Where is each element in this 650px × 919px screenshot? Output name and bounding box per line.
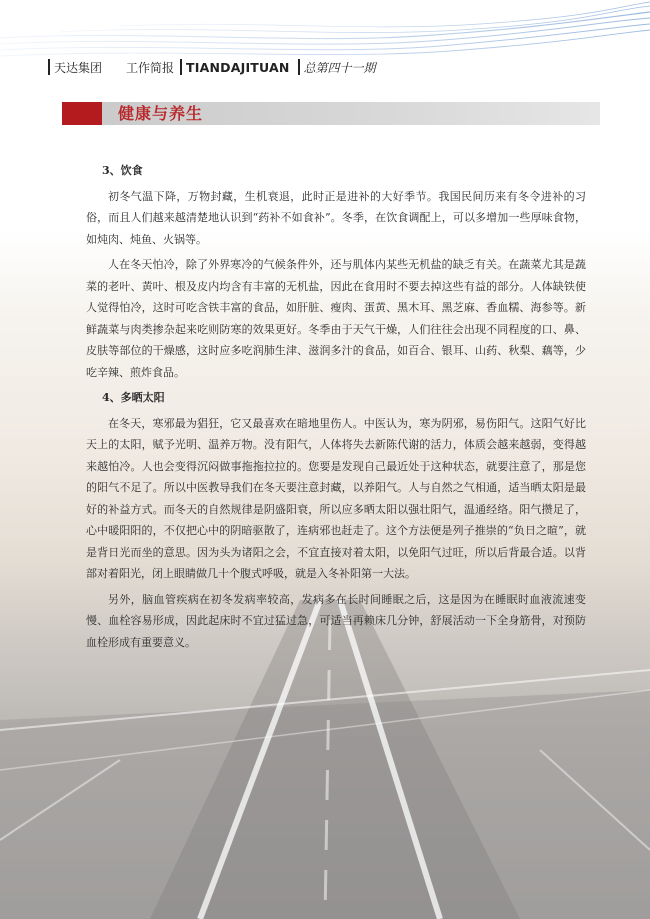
article-paragraph: 在冬天，寒邪最为猖狂，它又最喜欢在暗地里伤人。中医认为，寒为阴邪，易伤阳气。这阳气好比天上的太阳，赋予光明、温养万物。没有阳气，人体将失去新陈代谢的活力，体质会越来越弱，变得越来越怕冷。人也会变得沉闷做事拖拖拉拉的。您要是发现自己最近处于这种状态，就要注意了，那是您的阳气不足了。所以中医教导我们在冬天要注意封藏，以养阳气。人与自然之气相通，适当晒太阳是最好的补益方式。而冬天的自然规律是阴盛阳衰，所以应多晒太阳以强壮阳气，温通经络。阳气攒足了，心中暖阳阳的，不仅把心中的阴暗驱散了，连病邪也赶走了。这个方法便是列子推崇的“负日之暄”，就是背日光而坐的意思。因为头为诸阳之会，不宜直接对着太阳，以免阳气过旺，所以后背最合适。以背部对着阳光，闭上眼睛做几十个腹式呼吸，就是入冬补阳第一大法。 <box>86 416 586 580</box>
article-paragraph: 另外，脑血管疾病在初冬发病率较高，发病多在长时间睡眠之后，这是因为在睡眠时血液流速变慢、血栓容易形成，因此起床时不宜过猛过急，可适当再赖床几分钟，舒展活动一下全身筋骨，对预防血栓形成有重要意义。 <box>86 592 586 649</box>
header-issue-number: 总第四十一期 <box>303 60 376 75</box>
header-divider <box>180 59 182 75</box>
section-title: 健康与养生 <box>118 104 204 123</box>
header-divider <box>48 59 50 75</box>
article-heading: 3、饮食 <box>102 164 143 177</box>
section-title-band <box>62 102 600 125</box>
header-wave-decoration <box>0 0 650 100</box>
header-divider <box>298 59 300 75</box>
article-paragraph: 初冬气温下降，万物封藏，生机衰退，此时正是进补的大好季节。我国民间历来有冬令进补的习俗，而且人们越来越清楚地认识到“药补不如食补”。冬季，在饮食调配上，可以多增加一些厚味食物，如炖肉、炖鱼、火锅等。 <box>86 189 586 246</box>
header-report-name: 工作简报 <box>126 60 175 75</box>
section-red-block <box>62 102 102 125</box>
article-heading: 4、多晒太阳 <box>102 391 165 404</box>
article-body <box>86 160 586 657</box>
header-company: 天达集团 <box>54 60 103 75</box>
article-paragraph: 人在冬天怕冷，除了外界寒冷的气候条件外，还与肌体内某些无机盐的缺乏有关。在蔬菜尤其是蔬菜的老叶、黄叶、根及皮内均含有丰富的无机盐，因此在食用时不要去掉这些有益的部分。人体缺铁使人觉得怕冷，这时可吃含铁丰富的食品，如肝脏、瘦肉、蛋黄、黑木耳、黑芝麻、香血糯、海参等。新鲜蔬菜与肉类掺杂起来吃则防寒的效果更好。冬季由于天气干燥，人们往往会出现不同程度的口、鼻、皮肤等部位的干燥感，这时应多吃润肺生津、滋润多汁的食品，如百合、银耳、山药、秋梨、藕等，少吃辛辣、煎炸食品。 <box>86 258 586 379</box>
header-bar <box>48 58 376 76</box>
header-latin-name: TIANDAJITUAN <box>186 59 290 75</box>
